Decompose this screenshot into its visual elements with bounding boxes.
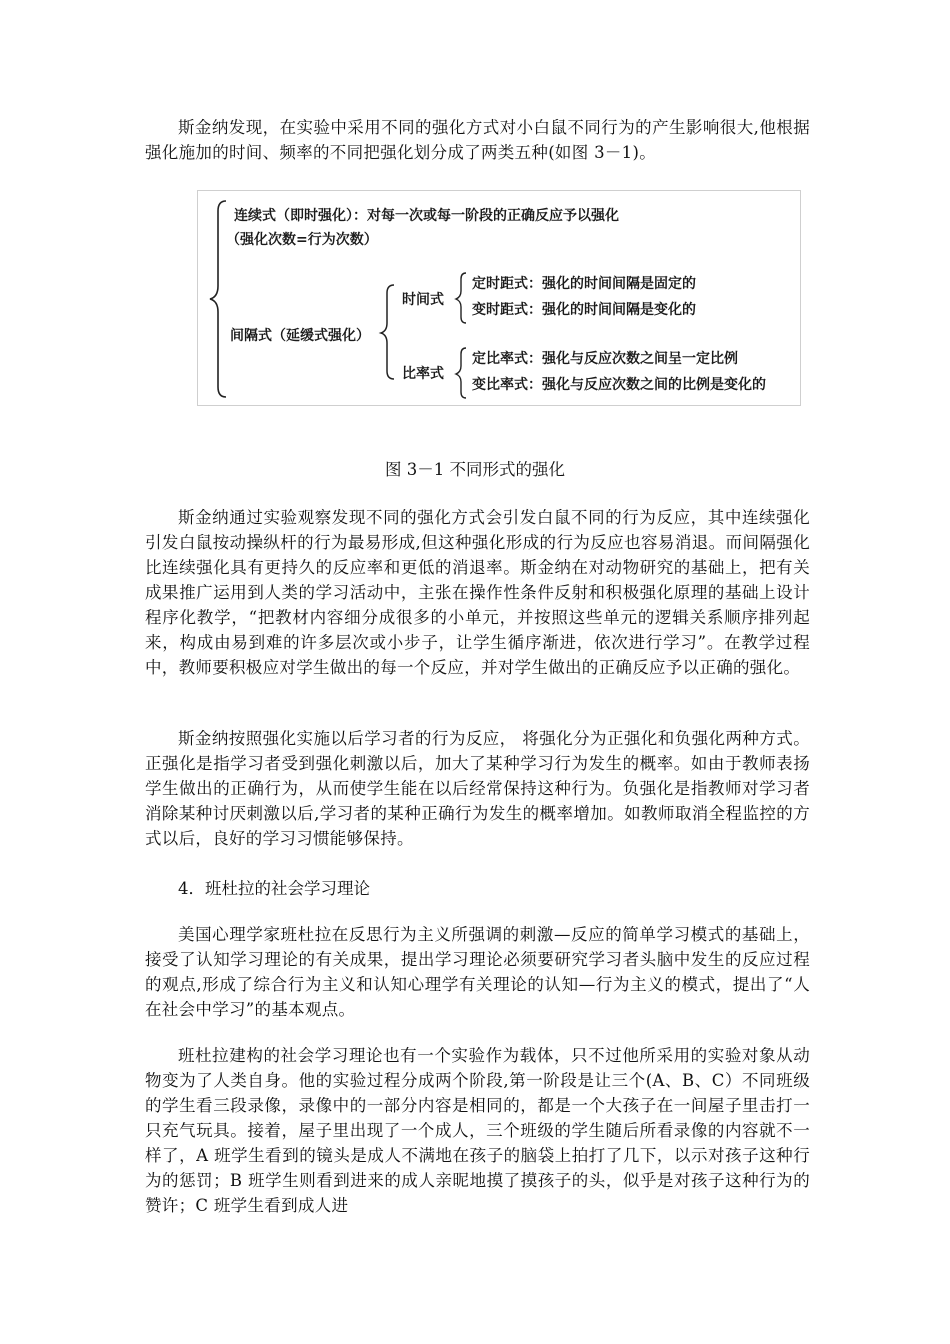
continuous-note: （强化次数=行为次数） [226, 232, 378, 248]
paragraph-2: 斯金纳通过实验观察发现不同的强化方式会引发白鼠不同的行为反应，其中连续强化引发白鼠按动操纵杆的行为最易形成,但这种强化形成的行为反应也容易消退。而间隔强化比连续强化具有更持久的反应率和更低的消退率。斯金纳在对动物研究的基础上，把有关成果推广运用到人类的学习活动中，主张在操作性条件反射和积极强化原理的基础上设计程序化教学，“把教材内容细分成很多的小单元，并按照这些单元的逻辑关系顺序排列起来，构成由易到难的许多层次或小步子，让学生循序渐进，依次进行学习”。在教学过程中，教师要积极应对学生做出的每一个反应，并对学生做出的正确反应予以正确的强化。 [145, 508, 810, 677]
variable-interval-label: 变时距式：强化的时间间隔是变化的 [472, 302, 696, 318]
interval-brace [456, 273, 466, 323]
intermittent-label: 间隔式（延缓式强化） [230, 328, 370, 344]
reinforcement-figure [197, 190, 801, 406]
intermittent-brace [381, 285, 394, 379]
interval-label: 时间式 [402, 292, 444, 308]
fixed-ratio-label: 定比率式：强化与反应次数之间呈一定比例 [472, 351, 738, 367]
ratio-label: 比率式 [402, 366, 444, 382]
paragraph-3: 斯金纳按照强化实施以后学习者的行为反应， 将强化分为正强化和负强化两种方式。正强化是指学习者受到强化刺激以后，加大了某种学习行为发生的概率。如由于教师表扬学生做出的正确行为，从而使学生能在以后经常保持这种行为。负强化是指教师对学习者消除某种讨厌刺激以后,学习者的某种正确行为发生的概率增加。如教师取消全程监控的方式以后，良好的学习习惯能够保持。 [145, 729, 810, 848]
continuous-label: 连续式（即时强化）：对每一次或每一阶段的正确反应予以强化 [234, 208, 619, 224]
section-heading: 4．班杜拉的社会学习理论 [178, 879, 370, 898]
figure-caption: 图 3－1 不同形式的强化 [385, 460, 565, 479]
variable-ratio-label: 变比率式：强化与反应次数之间的比例是变化的 [472, 377, 766, 393]
paragraph-4: 美国心理学家班杜拉在反思行为主义所强调的刺激—反应的简单学习模式的基础上，接受了认知学习理论的有关成果，提出学习理论必须要研究学习者头脑中发生的反应过程的观点,形成了综合行为主义和认知心理学有关理论的认知—行为主义的模式，提出了“人在社会中学习”的基本观点。 [145, 925, 810, 1019]
paragraph-1: 斯金纳发现，在实验中采用不同的强化方式对小白鼠不同行为的产生影响很大,他根据强化施加的时间、频率的不同把强化划分成了两类五种(如图 3－1)。 [145, 118, 810, 162]
main-brace [210, 201, 226, 397]
fixed-interval-label: 定时距式：强化的时间间隔是固定的 [472, 276, 696, 292]
ratio-brace [456, 348, 466, 398]
paragraph-5: 班杜拉建构的社会学习理论也有一个实验作为载体，只不过他所采用的实验对象从动物变为了人类自身。他的实验过程分成两个阶段,第一阶段是让三个(A、B、C）不同班级的学生看三段录像，录像中的一部分内容是相同的，都是一个大孩子在一间屋子里击打一只充气玩具。接着，屋子里出现了一个成人，三个班级的学生随后所看录像的内容就不一样了，A 班学生看到的镜头是成人不满地在孩子的脑袋上拍打了几下，以示对孩子这种行为的惩罚；B 班学生则看到进来的成人亲昵地摸了摸孩子的头，似乎是对孩子这种行为的赞许；C 班学生看到成人进 [145, 1046, 810, 1215]
